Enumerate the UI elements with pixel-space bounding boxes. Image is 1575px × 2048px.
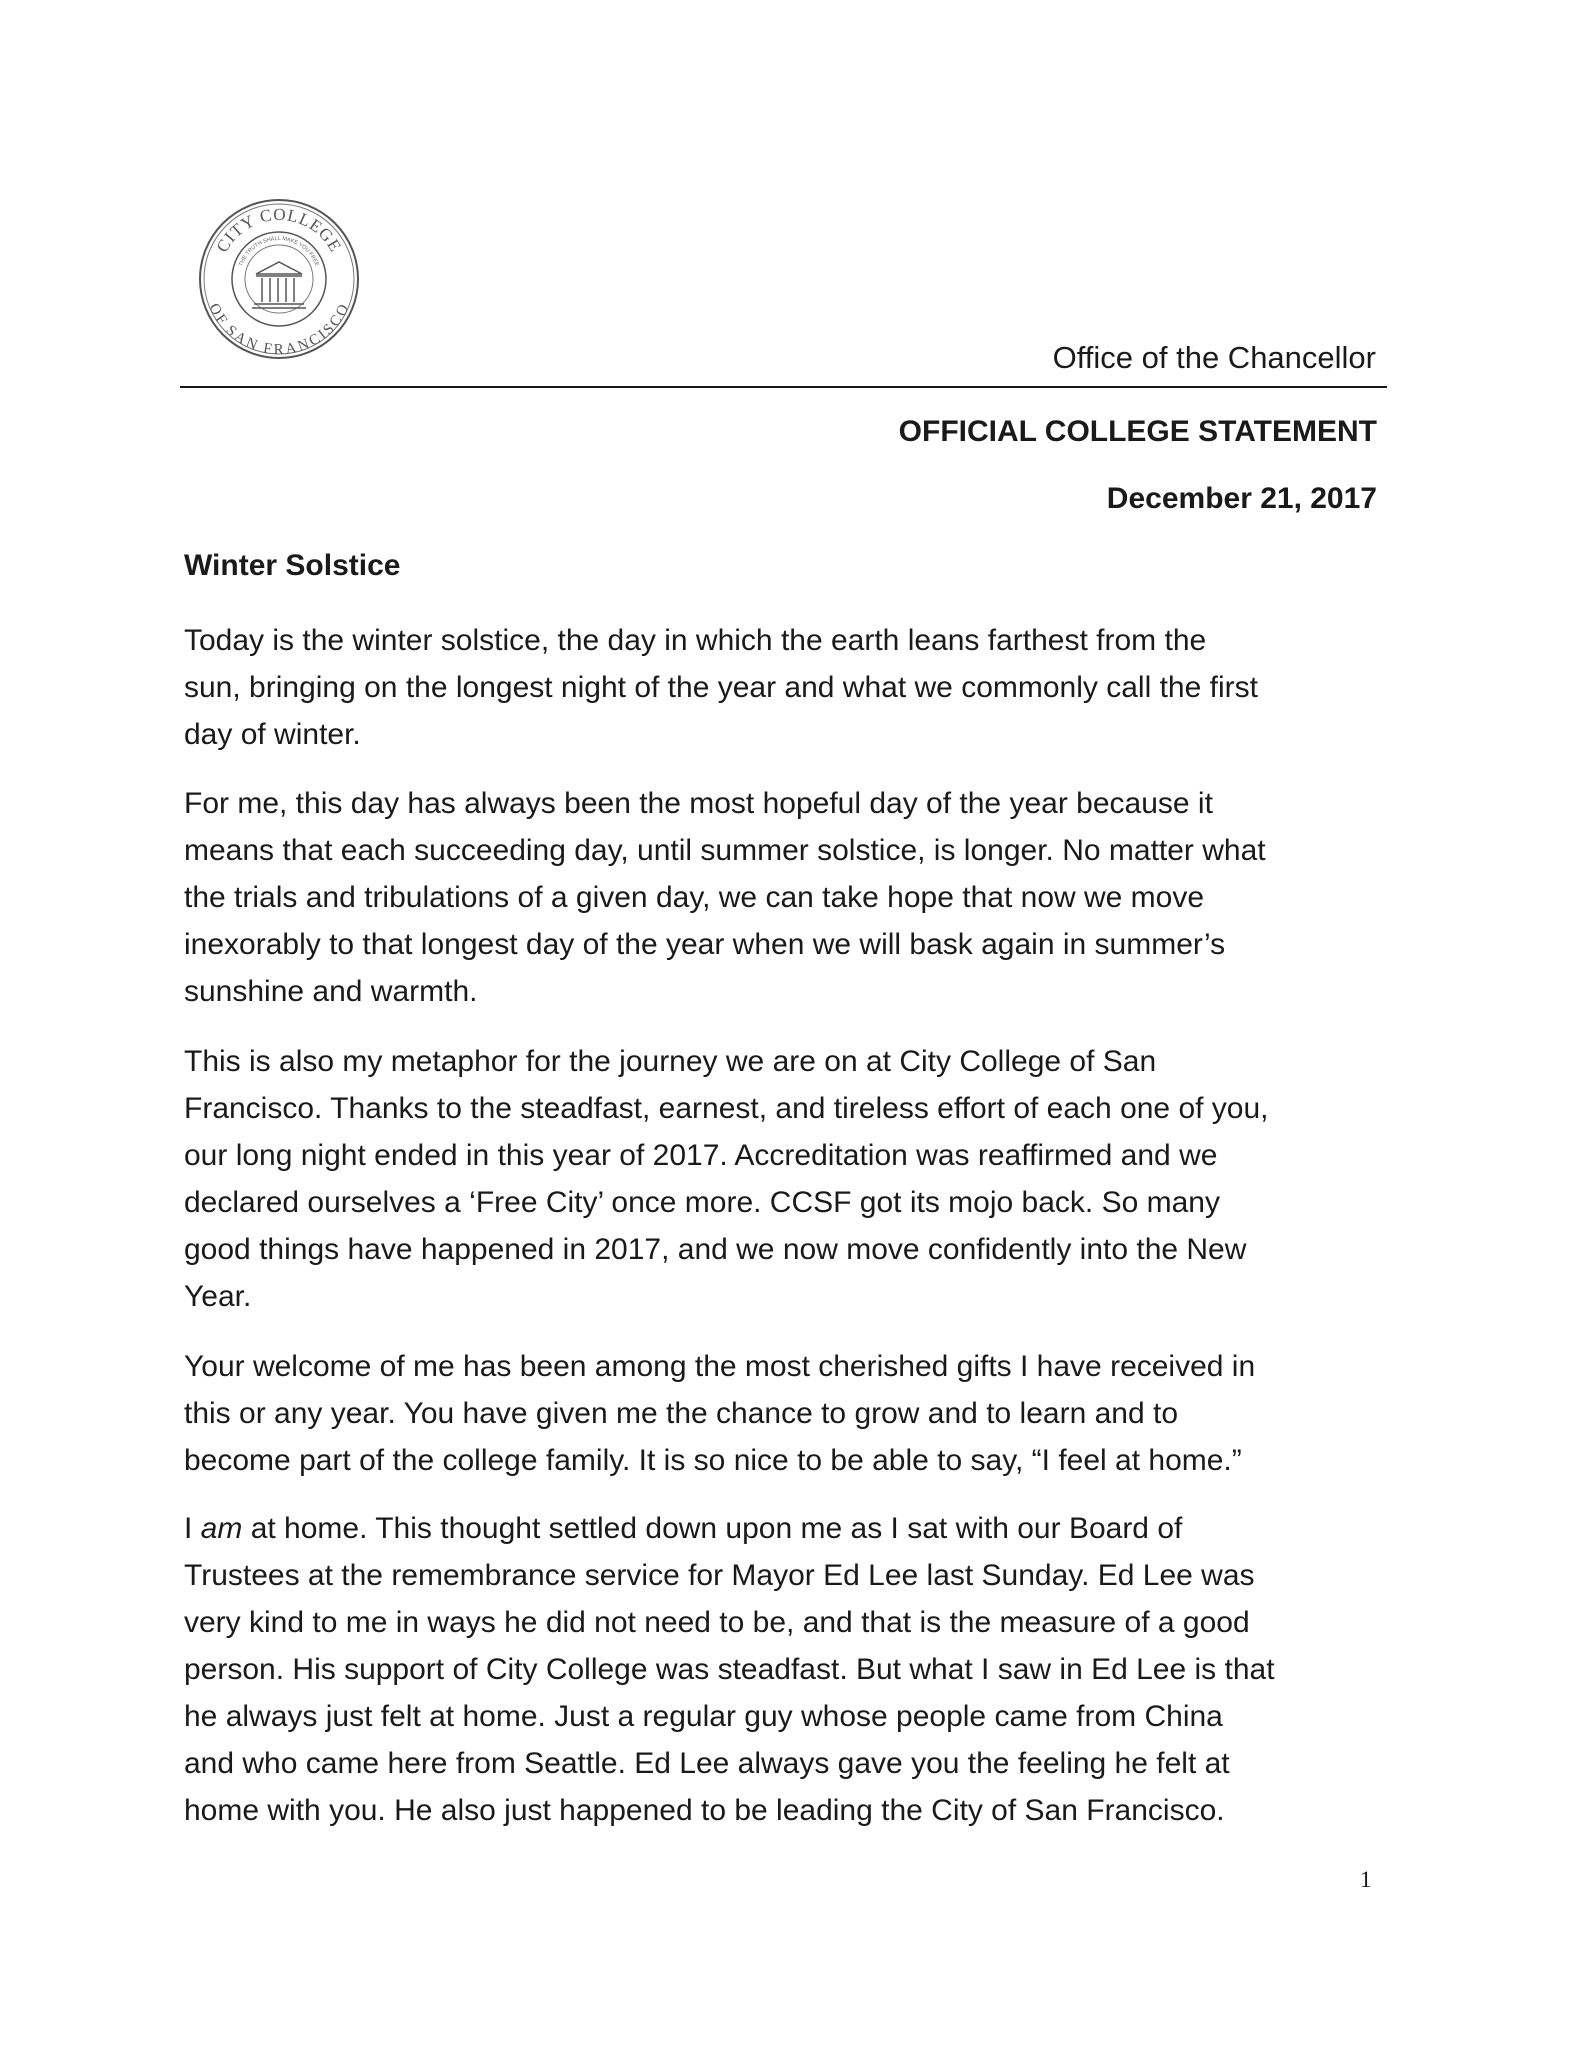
paragraph-line: sunshine and warmth.: [184, 975, 478, 1008]
paragraph-line: home with you. He also just happened to be leading the City of San Francisco.: [184, 1794, 1225, 1827]
paragraph-line: very kind to me in ways he did not need to be, and that is the measure of a good: [184, 1606, 1250, 1639]
document-title: Winter Solstice: [184, 549, 401, 582]
paragraph-line: declared ourselves a ‘Free City’ once more. CCSF got its mojo back. So many: [184, 1186, 1220, 1219]
seal-motto-text: THE TRUTH SHALL MAKE YOU FREE: [238, 235, 320, 268]
paragraph-line: the trials and tribulations of a given day, we can take hope that now we move: [184, 881, 1205, 914]
header-divider: [180, 386, 1387, 388]
office-of-chancellor-label: Office of the Chancellor: [1052, 340, 1376, 375]
paragraph-5: [184, 1505, 1275, 1834]
paragraph-line: Your welcome of me has been among the most cherished gifts I have received in: [184, 1350, 1256, 1383]
seal-top-text: CITY COLLEGE: [212, 204, 346, 256]
paragraph-4: [184, 1343, 1255, 1484]
statement-date: December 21, 2017: [1106, 482, 1377, 515]
paragraph-line: this or any year. You have given me the chance to grow and to learn and to: [184, 1397, 1178, 1430]
paragraph-line: This is also my metaphor for the journey we are on at City College of San: [184, 1045, 1157, 1078]
official-statement-label: OFFICIAL COLLEGE STATEMENT: [898, 415, 1377, 448]
paragraph-line: sun, bringing on the longest night of the year and what we commonly call the first: [184, 671, 1258, 704]
paragraph-line: For me, this day has always been the most hopeful day of the year because it: [184, 787, 1213, 820]
paragraph-3: [184, 1038, 1269, 1320]
first-line-prefix: I: [184, 1512, 201, 1545]
paragraph-2: [184, 780, 1266, 1015]
paragraph-line: [184, 1505, 1275, 1552]
page-number: 1: [1360, 1867, 1372, 1892]
paragraph-line: means that each succeeding day, until summer solstice, is longer. No matter what: [184, 834, 1266, 867]
paragraph-line: our long night ended in this year of 2017. Accreditation was reaffirmed and we: [184, 1139, 1218, 1172]
emphasized-word: am: [200, 1512, 243, 1545]
paragraph-line: day of winter.: [184, 718, 361, 751]
college-seal-logo: [198, 198, 360, 360]
svg-text:CITY COLLEGE: [213, 205, 346, 256]
paragraph-line: person. His support of City College was steadfast. But what I saw in Ed Lee is that: [184, 1653, 1275, 1686]
paragraph-1: [184, 617, 1258, 758]
paragraph-line: and who came here from Seattle. Ed Lee always gave you the feeling he felt at: [184, 1747, 1230, 1780]
building-emblem-icon: [252, 262, 306, 308]
paragraph-line: Trustees at the remembrance service for Mayor Ed Lee last Sunday. Ed Lee was: [184, 1559, 1255, 1592]
paragraph-line: he always just felt at home. Just a regular guy whose people came from China: [184, 1700, 1223, 1733]
seal-bottom-text: OF SAN FRANCISCO: [205, 301, 353, 359]
paragraph-line: good things have happened in 2017, and we now move confidently into the New: [184, 1233, 1247, 1266]
paragraph-line: Year.: [184, 1280, 252, 1313]
first-line-rest: at home. This thought settled down upon me as I sat with our Board of: [242, 1512, 1183, 1545]
paragraph-line: inexorably to that longest day of the year when we will bask again in summer’s: [184, 928, 1226, 961]
paragraph-line: Francisco. Thanks to the steadfast, earnest, and tireless effort of each one of you,: [184, 1092, 1269, 1125]
paragraph-line: become part of the college family. It is so nice to be able to say, “I feel at home.”: [184, 1444, 1242, 1477]
paragraph-line: Today is the winter solstice, the day in which the earth leans farthest from the: [184, 624, 1207, 657]
